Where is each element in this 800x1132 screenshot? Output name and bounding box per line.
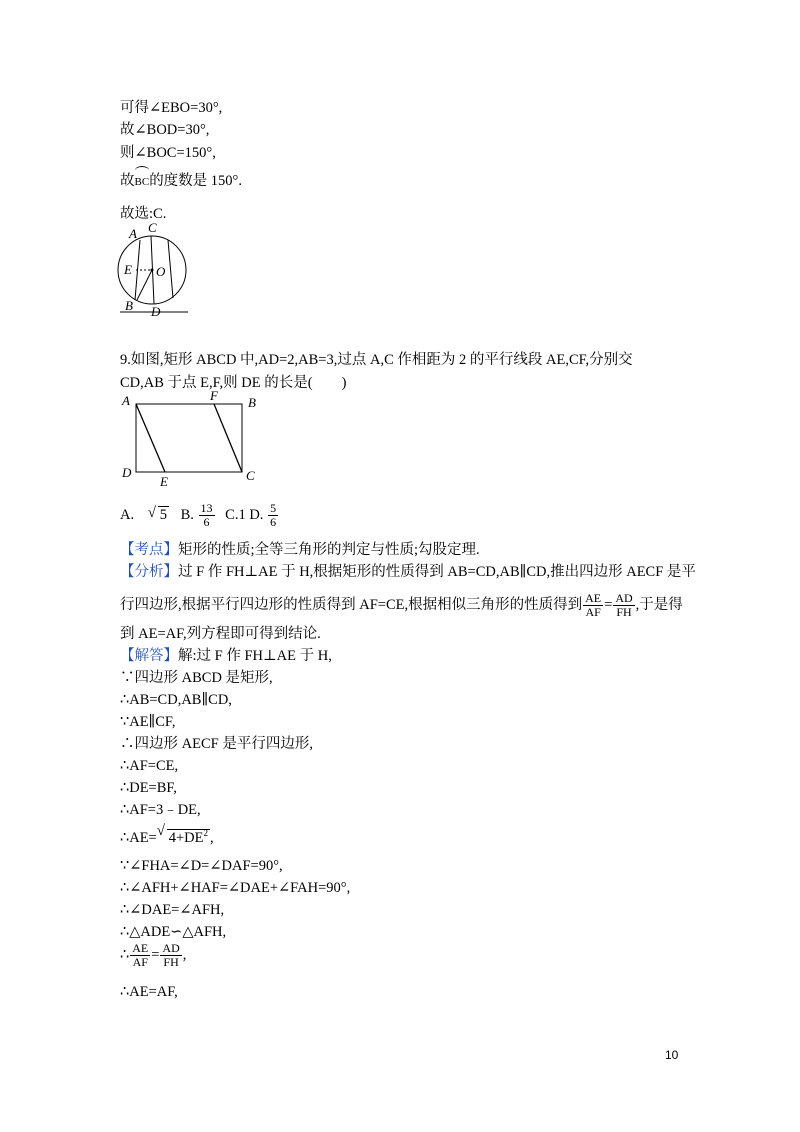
text: 矩形的性质;全等三角形的判定与性质;勾股定理. bbox=[178, 542, 480, 558]
jieda-tag: 【解答】 bbox=[120, 648, 178, 664]
label-b: B bbox=[248, 395, 256, 410]
step: ∴DE=BF, bbox=[120, 780, 177, 796]
step: ∴∠AFH+∠HAF=∠DAE+∠FAH=90°, bbox=[120, 880, 351, 896]
chord-right bbox=[168, 240, 173, 298]
equals: = bbox=[151, 947, 160, 963]
step: ∴∠DAE=∠AFH, bbox=[120, 902, 225, 918]
text-line bbox=[120, 166, 242, 192]
center-point bbox=[151, 269, 154, 272]
option-a: A. bbox=[120, 507, 135, 523]
step: ∴AB=CD,AB∥CD, bbox=[120, 692, 232, 708]
step bbox=[120, 940, 186, 970]
step: ∵四边形 ABCD 是矩形, bbox=[120, 670, 273, 686]
question-9: 9.如图,矩形 ABCD 中,AD=2,AB=3,过点 A,C 作相距为 2 的平行线段 AE,CF,分别交 bbox=[120, 352, 633, 368]
sqrt-expression: √ $4+DE^2$ bbox=[157, 818, 210, 853]
kaodian-tag: 【考点】 bbox=[120, 542, 178, 558]
step: ∵∠FHA=∠D=∠DAF=90°, bbox=[120, 858, 283, 874]
text: ∴AE= bbox=[120, 829, 157, 846]
text: , bbox=[182, 947, 187, 963]
segment-cf bbox=[214, 404, 242, 472]
fraction: $\frac{AE}{AF}$ bbox=[585, 591, 602, 620]
label-a: A bbox=[129, 226, 137, 241]
text: 行四边形,根据平行四边形的性质得到 AF=CE,根据相似三角形的性质得到 bbox=[120, 597, 583, 613]
label-d: D bbox=[151, 304, 161, 319]
label-a: A bbox=[122, 393, 130, 408]
label-b: B bbox=[125, 298, 133, 313]
segment-ob bbox=[137, 270, 152, 300]
step bbox=[120, 818, 214, 853]
label-e: E bbox=[160, 474, 168, 488]
fenxi-line bbox=[120, 562, 696, 582]
option-b: B. bbox=[180, 507, 194, 523]
text: 解:过 F 作 FH⊥AE 于 H, bbox=[178, 648, 332, 664]
fraction: $\frac{AD}{FH}$ bbox=[615, 591, 633, 620]
label-e: E bbox=[124, 262, 132, 277]
step: ∵AE∥CF, bbox=[120, 714, 176, 730]
step: ∴AF=3﹣DE, bbox=[120, 802, 201, 818]
option-c-d: C.1 D. bbox=[225, 507, 264, 523]
step: ∴AF=CE, bbox=[120, 758, 179, 774]
circle-diagram bbox=[116, 222, 194, 320]
text-line: 可得∠EBO=30°, bbox=[120, 100, 223, 116]
page-number: 10 bbox=[665, 1048, 679, 1062]
step: ∴AE=AF, bbox=[120, 984, 178, 1000]
jieda-line bbox=[120, 646, 332, 666]
step: ∴四边形 AECF 是平行四边形, bbox=[120, 736, 313, 752]
fenxi-line-2 bbox=[120, 590, 683, 620]
label-c: C bbox=[148, 222, 157, 235]
option-a-value: √ 5 bbox=[148, 500, 169, 530]
text: 故 bbox=[120, 173, 135, 189]
fenxi-tag: 【分析】 bbox=[120, 564, 178, 580]
arc-bc: BC bbox=[135, 166, 150, 192]
rectangle-diagram bbox=[118, 388, 268, 488]
equals: = bbox=[604, 597, 613, 613]
fenxi-line-3: 到 AE=AF,列方程即可得到结论. bbox=[120, 626, 321, 642]
kaodian-line bbox=[120, 540, 480, 560]
label-f: F bbox=[210, 388, 218, 403]
question-9-cont: CD,AB 于点 E,F,则 DE 的长是( ) bbox=[120, 375, 347, 391]
rectangle-abcd bbox=[136, 404, 242, 472]
answer-line: 故选:C. bbox=[120, 206, 167, 222]
segment-ae bbox=[136, 404, 165, 472]
text: 过 F 作 FH⊥AE 于 H,根据矩形的性质得到 AB=CD,AB∥CD,推出四边形 AECF 是平 bbox=[178, 564, 696, 580]
text: ∴ bbox=[120, 947, 130, 963]
text: 的度数是 150°. bbox=[149, 173, 242, 189]
text: , bbox=[210, 829, 214, 846]
option-d-value: $\frac{5}{6}$ bbox=[270, 501, 277, 530]
text-line: 则∠BOC=150°, bbox=[120, 145, 216, 161]
options bbox=[120, 500, 279, 530]
label-c: C bbox=[246, 468, 255, 483]
text: ,于是得 bbox=[635, 597, 683, 613]
label-d: D bbox=[122, 465, 132, 480]
fraction: $\frac{AD}{FH}$ bbox=[162, 941, 180, 970]
step: ∴△ADE∽△AFH, bbox=[120, 924, 227, 940]
text-line: 故∠BOD=30°, bbox=[120, 122, 210, 138]
option-b-value: $\frac{13}{6}$ bbox=[200, 501, 213, 530]
label-o: O bbox=[156, 264, 166, 279]
fraction: $\frac{AE}{AF}$ bbox=[132, 941, 149, 970]
